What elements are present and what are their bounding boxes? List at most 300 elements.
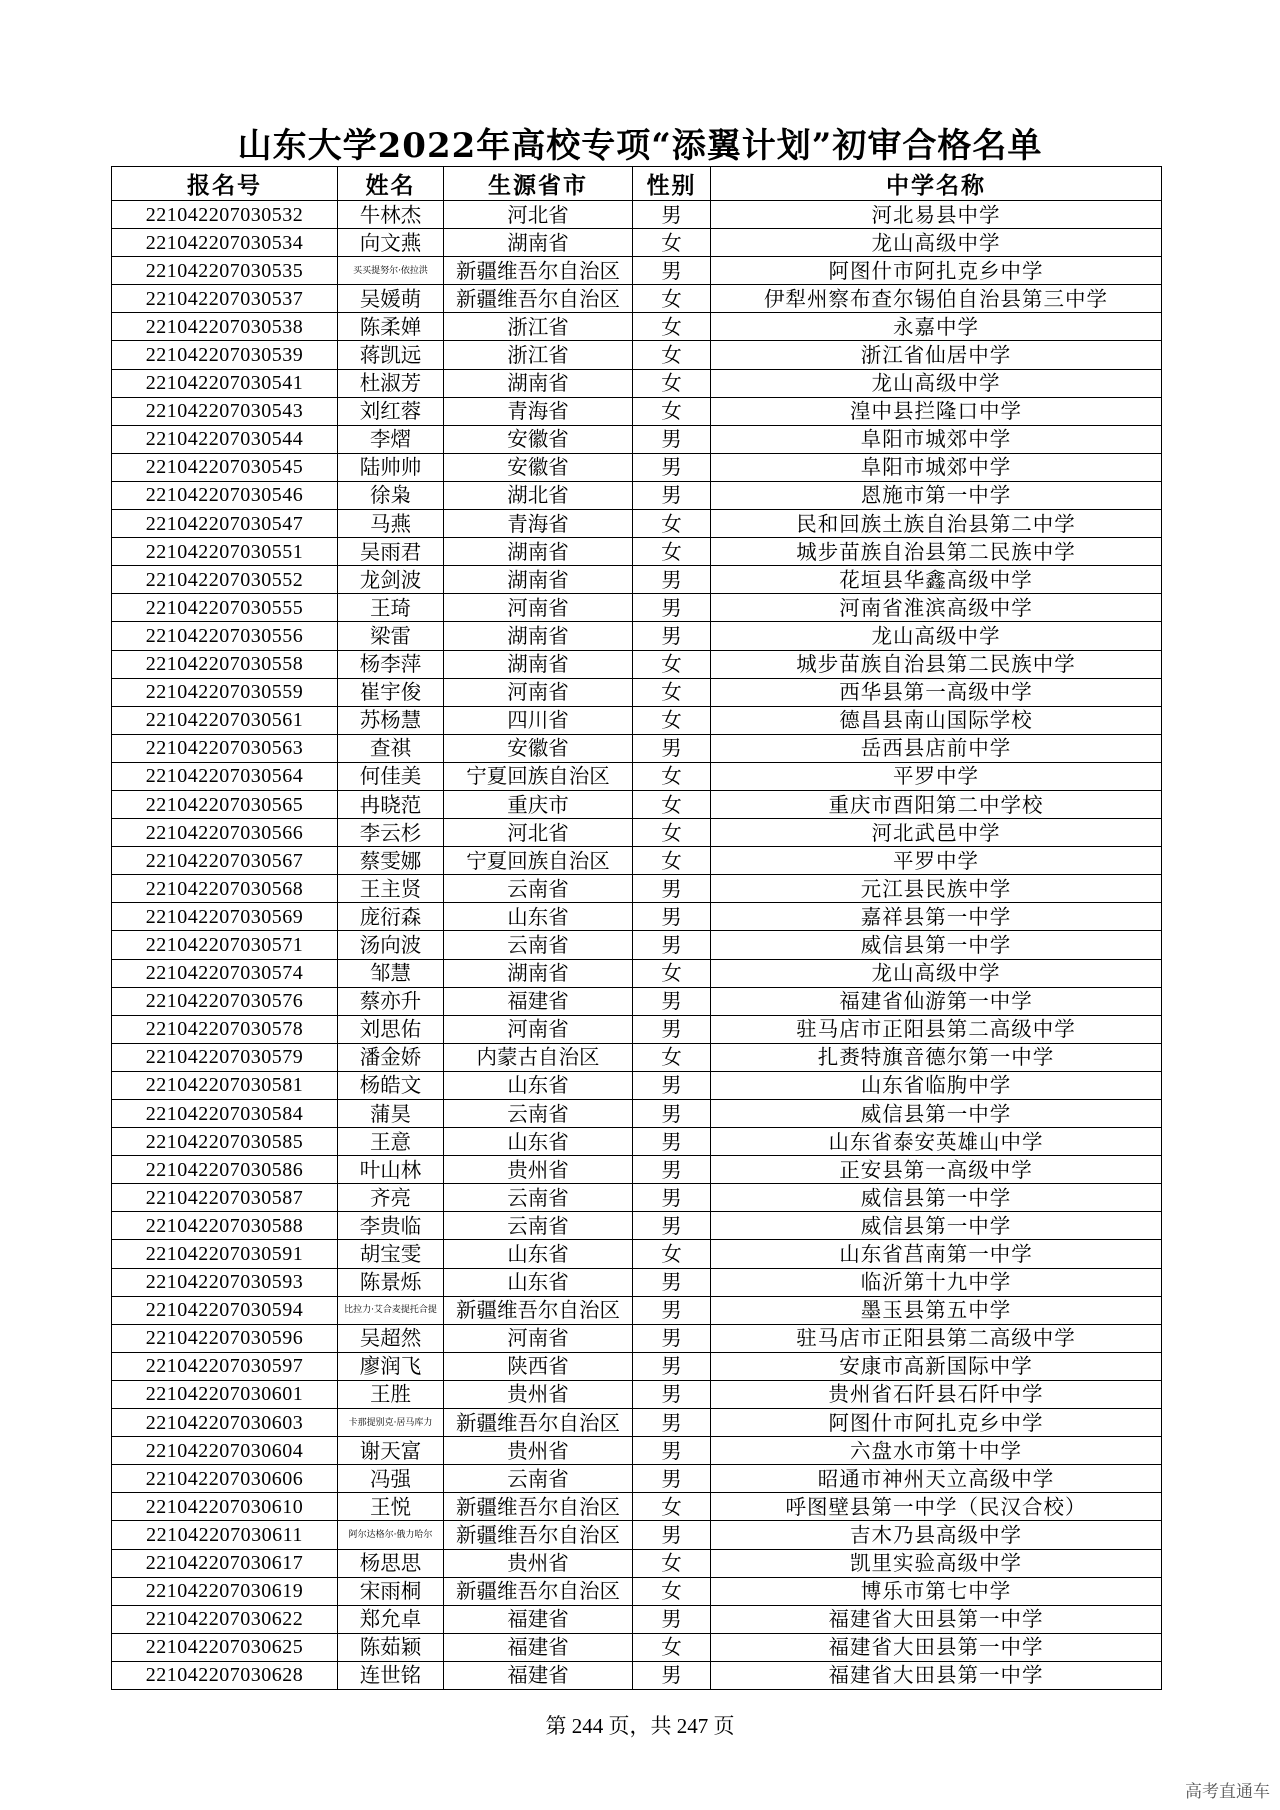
cell-school: 山东省临朐中学: [711, 1071, 1162, 1099]
cell-province: 安徽省: [444, 425, 633, 453]
cell-gender: 男: [633, 425, 711, 453]
cell-name: 王琦: [338, 594, 444, 622]
table-row: [112, 1184, 1162, 1212]
cell-name: 比拉力·艾合麦提托合提: [338, 1296, 444, 1324]
table-row: [112, 1015, 1162, 1043]
cell-school: 龙山高级中学: [711, 369, 1162, 397]
cell-id: 221042207030543: [112, 397, 338, 425]
cell-id: 221042207030534: [112, 229, 338, 257]
cell-province: 河北省: [444, 201, 633, 229]
cell-gender: 女: [633, 397, 711, 425]
cell-name: 冉晓范: [338, 790, 444, 818]
cell-id: 221042207030596: [112, 1324, 338, 1352]
cell-gender: 男: [633, 987, 711, 1015]
cell-school: 城步苗族自治县第二民族中学: [711, 538, 1162, 566]
cell-name: 杨李萍: [338, 650, 444, 678]
cell-gender: 女: [633, 959, 711, 987]
cell-school: 龙山高级中学: [711, 229, 1162, 257]
cell-province: 福建省: [444, 987, 633, 1015]
cell-gender: 男: [633, 1661, 711, 1689]
cell-school: 威信县第一中学: [711, 1184, 1162, 1212]
cell-name: 郑允卓: [338, 1605, 444, 1633]
cell-name: 徐枭: [338, 481, 444, 509]
cell-school: 德昌县南山国际学校: [711, 706, 1162, 734]
cell-province: 河南省: [444, 1324, 633, 1352]
cell-gender: 女: [633, 650, 711, 678]
cell-id: 221042207030574: [112, 959, 338, 987]
table-row: [112, 1549, 1162, 1577]
cell-province: 湖南省: [444, 538, 633, 566]
cell-gender: 男: [633, 1184, 711, 1212]
table-row: [112, 566, 1162, 594]
cell-gender: 男: [633, 1352, 711, 1380]
cell-school: 阜阳市城郊中学: [711, 453, 1162, 481]
table-row: [112, 790, 1162, 818]
table-row: [112, 1521, 1162, 1549]
table-row: [112, 481, 1162, 509]
cell-gender: 女: [633, 1493, 711, 1521]
table-row: [112, 285, 1162, 313]
cell-id: 221042207030585: [112, 1128, 338, 1156]
cell-province: 湖南省: [444, 229, 633, 257]
cell-gender: 男: [633, 481, 711, 509]
cell-gender: 女: [633, 1549, 711, 1577]
cell-province: 山东省: [444, 1268, 633, 1296]
cell-province: 浙江省: [444, 341, 633, 369]
cell-gender: 男: [633, 453, 711, 481]
header-province: 生源省市: [444, 167, 633, 201]
cell-id: 221042207030571: [112, 931, 338, 959]
cell-name: 庞衍森: [338, 903, 444, 931]
table-row: [112, 903, 1162, 931]
table-row: [112, 341, 1162, 369]
cell-province: 宁夏回族自治区: [444, 847, 633, 875]
cell-gender: 男: [633, 1071, 711, 1099]
cell-province: 重庆市: [444, 790, 633, 818]
cell-id: 221042207030625: [112, 1633, 338, 1661]
cell-gender: 男: [633, 734, 711, 762]
cell-province: 新疆维吾尔自治区: [444, 1521, 633, 1549]
cell-province: 宁夏回族自治区: [444, 762, 633, 790]
table-row: [112, 1043, 1162, 1071]
cell-gender: 女: [633, 678, 711, 706]
header-name: 姓名: [338, 167, 444, 201]
cell-gender: 女: [633, 369, 711, 397]
cell-id: 221042207030563: [112, 734, 338, 762]
table-row: [112, 1633, 1162, 1661]
cell-school: 伊犁州察布查尔锡伯自治县第三中学: [711, 285, 1162, 313]
cell-gender: 男: [633, 1437, 711, 1465]
cell-name: 胡宝雯: [338, 1240, 444, 1268]
cell-id: 221042207030622: [112, 1605, 338, 1633]
cell-gender: 男: [633, 1409, 711, 1437]
cell-province: 四川省: [444, 706, 633, 734]
table-row: [112, 1240, 1162, 1268]
cell-id: 221042207030561: [112, 706, 338, 734]
cell-school: 阜阳市城郊中学: [711, 425, 1162, 453]
header-id: 报名号: [112, 167, 338, 201]
cell-name: 陆帅帅: [338, 453, 444, 481]
cell-name: 杨思思: [338, 1549, 444, 1577]
cell-name: 蒋凯远: [338, 341, 444, 369]
cell-school: 河北易县中学: [711, 201, 1162, 229]
cell-gender: 女: [633, 1240, 711, 1268]
cell-name: 李贵临: [338, 1212, 444, 1240]
cell-gender: 男: [633, 1128, 711, 1156]
header-gender: 性别: [633, 167, 711, 201]
cell-school: 山东省莒南第一中学: [711, 1240, 1162, 1268]
cell-school: 岳西县店前中学: [711, 734, 1162, 762]
cell-school: 威信县第一中学: [711, 1100, 1162, 1128]
cell-id: 221042207030597: [112, 1352, 338, 1380]
cell-id: 221042207030551: [112, 538, 338, 566]
cell-province: 湖南省: [444, 622, 633, 650]
cell-province: 新疆维吾尔自治区: [444, 1296, 633, 1324]
cell-name: 杜淑芳: [338, 369, 444, 397]
cell-province: 安徽省: [444, 734, 633, 762]
cell-id: 221042207030601: [112, 1380, 338, 1408]
table-row: [112, 1352, 1162, 1380]
table-row: [112, 594, 1162, 622]
table-row: [112, 1577, 1162, 1605]
cell-school: 龙山高级中学: [711, 622, 1162, 650]
table-row: [112, 734, 1162, 762]
cell-name: 龙剑波: [338, 566, 444, 594]
cell-province: 新疆维吾尔自治区: [444, 1493, 633, 1521]
cell-gender: 男: [633, 1296, 711, 1324]
table-row: [112, 397, 1162, 425]
cell-school: 阿图什市阿扎克乡中学: [711, 1409, 1162, 1437]
cell-province: 贵州省: [444, 1437, 633, 1465]
table-row: [112, 847, 1162, 875]
cell-name: 蔡雯娜: [338, 847, 444, 875]
cell-gender: 女: [633, 1043, 711, 1071]
cell-id: 221042207030569: [112, 903, 338, 931]
cell-gender: 女: [633, 510, 711, 538]
cell-province: 浙江省: [444, 313, 633, 341]
cell-gender: 男: [633, 875, 711, 903]
cell-name: 梁雷: [338, 622, 444, 650]
cell-name: 吴雨君: [338, 538, 444, 566]
cell-id: 221042207030564: [112, 762, 338, 790]
cell-id: 221042207030537: [112, 285, 338, 313]
cell-name: 宋雨桐: [338, 1577, 444, 1605]
cell-province: 河北省: [444, 819, 633, 847]
cell-province: 湖南省: [444, 566, 633, 594]
cell-id: 221042207030594: [112, 1296, 338, 1324]
cell-school: 嘉祥县第一中学: [711, 903, 1162, 931]
cell-id: 221042207030611: [112, 1521, 338, 1549]
watermark: 高考直通车: [1185, 1782, 1270, 1802]
cell-province: 山东省: [444, 1240, 633, 1268]
cell-province: 湖南省: [444, 369, 633, 397]
cell-gender: 男: [633, 1605, 711, 1633]
cell-id: 221042207030579: [112, 1043, 338, 1071]
cell-id: 221042207030619: [112, 1577, 338, 1605]
cell-name: 查祺: [338, 734, 444, 762]
cell-name: 苏杨慧: [338, 706, 444, 734]
cell-province: 安徽省: [444, 453, 633, 481]
table-row: [112, 425, 1162, 453]
header-school: 中学名称: [711, 167, 1162, 201]
cell-province: 贵州省: [444, 1156, 633, 1184]
cell-province: 湖北省: [444, 481, 633, 509]
cell-name: 李熠: [338, 425, 444, 453]
cell-gender: 男: [633, 1380, 711, 1408]
cell-province: 福建省: [444, 1633, 633, 1661]
cell-id: 221042207030587: [112, 1184, 338, 1212]
cell-name: 陈景烁: [338, 1268, 444, 1296]
cell-gender: 男: [633, 1324, 711, 1352]
cell-school: 驻马店市正阳县第二高级中学: [711, 1015, 1162, 1043]
table-row: [112, 1212, 1162, 1240]
cell-gender: 女: [633, 341, 711, 369]
cell-school: 福建省大田县第一中学: [711, 1605, 1162, 1633]
cell-name: 王主贤: [338, 875, 444, 903]
cell-province: 湖南省: [444, 959, 633, 987]
table-row: [112, 453, 1162, 481]
cell-province: 青海省: [444, 510, 633, 538]
cell-province: 青海省: [444, 397, 633, 425]
table-row: [112, 875, 1162, 903]
table-row: [112, 959, 1162, 987]
cell-name: 邹慧: [338, 959, 444, 987]
cell-id: 221042207030584: [112, 1100, 338, 1128]
page-footer: 第 244 页，共 247 页: [545, 1714, 735, 1738]
header-row: [112, 167, 1162, 201]
cell-school: 龙山高级中学: [711, 959, 1162, 987]
cell-province: 新疆维吾尔自治区: [444, 1409, 633, 1437]
cell-gender: 男: [633, 1212, 711, 1240]
cell-gender: 男: [633, 1015, 711, 1043]
cell-gender: 女: [633, 790, 711, 818]
cell-province: 山东省: [444, 1128, 633, 1156]
cell-id: 221042207030617: [112, 1549, 338, 1577]
table-row: [112, 678, 1162, 706]
cell-id: 221042207030535: [112, 257, 338, 285]
cell-province: 山东省: [444, 1071, 633, 1099]
cell-name: 吴超然: [338, 1324, 444, 1352]
cell-gender: 女: [633, 847, 711, 875]
cell-name: 崔宇俊: [338, 678, 444, 706]
cell-gender: 男: [633, 1268, 711, 1296]
cell-gender: 男: [633, 201, 711, 229]
cell-id: 221042207030545: [112, 453, 338, 481]
cell-id: 221042207030610: [112, 1493, 338, 1521]
cell-gender: 男: [633, 931, 711, 959]
cell-school: 福建省仙游第一中学: [711, 987, 1162, 1015]
table-row: [112, 313, 1162, 341]
cell-name: 买买提努尔·依拉洪: [338, 257, 444, 285]
cell-name: 马燕: [338, 510, 444, 538]
cell-id: 221042207030581: [112, 1071, 338, 1099]
cell-id: 221042207030544: [112, 425, 338, 453]
cell-school: 城步苗族自治县第二民族中学: [711, 650, 1162, 678]
cell-name: 刘红蓉: [338, 397, 444, 425]
cell-name: 蒲昊: [338, 1100, 444, 1128]
cell-name: 王意: [338, 1128, 444, 1156]
cell-name: 刘思佑: [338, 1015, 444, 1043]
cell-id: 221042207030604: [112, 1437, 338, 1465]
table-row: [112, 1465, 1162, 1493]
cell-gender: 女: [633, 313, 711, 341]
cell-school: 西华县第一高级中学: [711, 678, 1162, 706]
table-row: [112, 1324, 1162, 1352]
cell-school: 恩施市第一中学: [711, 481, 1162, 509]
cell-province: 新疆维吾尔自治区: [444, 285, 633, 313]
cell-id: 221042207030588: [112, 1212, 338, 1240]
cell-name: 王悦: [338, 1493, 444, 1521]
cell-school: 吉木乃县高级中学: [711, 1521, 1162, 1549]
cell-name: 牛林杰: [338, 201, 444, 229]
cell-name: 冯强: [338, 1465, 444, 1493]
table-row: [112, 1128, 1162, 1156]
table-row: [112, 229, 1162, 257]
cell-gender: 男: [633, 566, 711, 594]
cell-province: 河南省: [444, 678, 633, 706]
cell-id: 221042207030568: [112, 875, 338, 903]
cell-province: 内蒙古自治区: [444, 1043, 633, 1071]
cell-id: 221042207030567: [112, 847, 338, 875]
cell-school: 花垣县华鑫高级中学: [711, 566, 1162, 594]
cell-province: 陕西省: [444, 1352, 633, 1380]
table-row: [112, 1380, 1162, 1408]
cell-name: 陈茹颖: [338, 1633, 444, 1661]
cell-province: 河南省: [444, 594, 633, 622]
cell-school: 河南省淮滨高级中学: [711, 594, 1162, 622]
cell-gender: 女: [633, 229, 711, 257]
cell-id: 221042207030546: [112, 481, 338, 509]
cell-gender: 男: [633, 1156, 711, 1184]
cell-province: 福建省: [444, 1661, 633, 1689]
cell-school: 威信县第一中学: [711, 931, 1162, 959]
page-title: 山东大学2022年高校专项“添翼计划”初审合格名单: [237, 126, 1043, 166]
cell-gender: 男: [633, 903, 711, 931]
cell-id: 221042207030558: [112, 650, 338, 678]
table-row: [112, 650, 1162, 678]
cell-gender: 女: [633, 538, 711, 566]
cell-school: 平罗中学: [711, 762, 1162, 790]
cell-province: 河南省: [444, 1015, 633, 1043]
table-row: [112, 706, 1162, 734]
cell-school: 福建省大田县第一中学: [711, 1633, 1162, 1661]
cell-school: 贵州省石阡县石阡中学: [711, 1380, 1162, 1408]
table-row: [112, 510, 1162, 538]
cell-gender: 女: [633, 762, 711, 790]
cell-province: 福建省: [444, 1605, 633, 1633]
cell-name: 廖润飞: [338, 1352, 444, 1380]
table-row: [112, 1100, 1162, 1128]
cell-id: 221042207030539: [112, 341, 338, 369]
cell-province: 贵州省: [444, 1380, 633, 1408]
cell-id: 221042207030565: [112, 790, 338, 818]
cell-id: 221042207030603: [112, 1409, 338, 1437]
cell-name: 杨皓文: [338, 1071, 444, 1099]
cell-province: 云南省: [444, 875, 633, 903]
cell-school: 河北武邑中学: [711, 819, 1162, 847]
cell-id: 221042207030532: [112, 201, 338, 229]
table-row: [112, 201, 1162, 229]
cell-id: 221042207030591: [112, 1240, 338, 1268]
table-row: [112, 538, 1162, 566]
cell-id: 221042207030628: [112, 1661, 338, 1689]
cell-province: 湖南省: [444, 650, 633, 678]
table-row: [112, 987, 1162, 1015]
cell-province: 新疆维吾尔自治区: [444, 1577, 633, 1605]
cell-gender: 女: [633, 1633, 711, 1661]
cell-name: 何佳美: [338, 762, 444, 790]
cell-school: 平罗中学: [711, 847, 1162, 875]
table-row: [112, 1437, 1162, 1465]
cell-id: 221042207030538: [112, 313, 338, 341]
table-row: [112, 819, 1162, 847]
cell-gender: 男: [633, 1100, 711, 1128]
table-row: [112, 257, 1162, 285]
cell-school: 浙江省仙居中学: [711, 341, 1162, 369]
cell-gender: 女: [633, 706, 711, 734]
cell-name: 阿尔达格尔·俄力哈尔: [338, 1521, 444, 1549]
cell-school: 威信县第一中学: [711, 1212, 1162, 1240]
cell-name: 蔡亦升: [338, 987, 444, 1015]
cell-school: 阿图什市阿扎克乡中学: [711, 257, 1162, 285]
table-row: [112, 931, 1162, 959]
cell-name: 谢天富: [338, 1437, 444, 1465]
cell-school: 重庆市酉阳第二中学校: [711, 790, 1162, 818]
cell-name: 李云杉: [338, 819, 444, 847]
table-row: [112, 1156, 1162, 1184]
roster-body: [112, 201, 1162, 1690]
cell-province: 云南省: [444, 1465, 633, 1493]
cell-school: 驻马店市正阳县第二高级中学: [711, 1324, 1162, 1352]
cell-school: 墨玉县第五中学: [711, 1296, 1162, 1324]
cell-id: 221042207030578: [112, 1015, 338, 1043]
cell-school: 六盘水市第十中学: [711, 1437, 1162, 1465]
cell-name: 向文燕: [338, 229, 444, 257]
cell-school: 山东省泰安英雄山中学: [711, 1128, 1162, 1156]
cell-id: 221042207030547: [112, 510, 338, 538]
cell-name: 叶山林: [338, 1156, 444, 1184]
cell-gender: 男: [633, 622, 711, 650]
cell-school: 凯里实验高级中学: [711, 1549, 1162, 1577]
cell-id: 221042207030566: [112, 819, 338, 847]
cell-id: 221042207030576: [112, 987, 338, 1015]
table-row: [112, 1409, 1162, 1437]
cell-name: 陈柔婵: [338, 313, 444, 341]
cell-id: 221042207030593: [112, 1268, 338, 1296]
cell-school: 永嘉中学: [711, 313, 1162, 341]
table-row: [112, 1661, 1162, 1689]
cell-name: 连世铭: [338, 1661, 444, 1689]
table-row: [112, 1268, 1162, 1296]
cell-id: 221042207030606: [112, 1465, 338, 1493]
cell-school: 呼图壁县第一中学（民汉合校）: [711, 1493, 1162, 1521]
table-row: [112, 1605, 1162, 1633]
cell-gender: 男: [633, 1521, 711, 1549]
cell-school: 正安县第一高级中学: [711, 1156, 1162, 1184]
roster-table: [111, 166, 1162, 1690]
cell-gender: 女: [633, 1577, 711, 1605]
cell-id: 221042207030555: [112, 594, 338, 622]
cell-province: 云南省: [444, 1212, 633, 1240]
table-row: [112, 1071, 1162, 1099]
cell-province: 云南省: [444, 1184, 633, 1212]
table-row: [112, 369, 1162, 397]
table-row: [112, 1493, 1162, 1521]
cell-school: 福建省大田县第一中学: [711, 1661, 1162, 1689]
cell-gender: 女: [633, 285, 711, 313]
table-row: [112, 1296, 1162, 1324]
cell-name: 吴媛萌: [338, 285, 444, 313]
